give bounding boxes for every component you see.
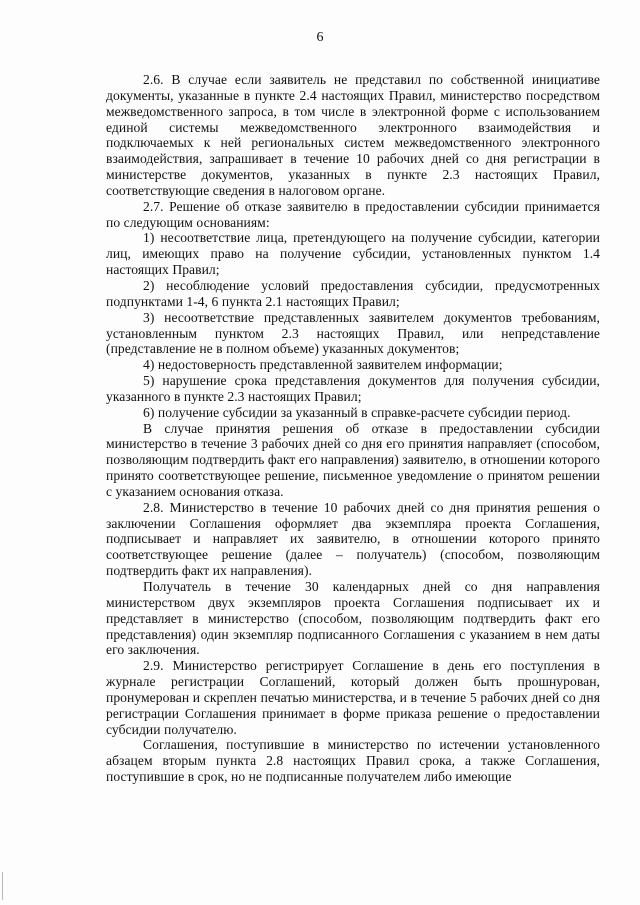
paragraph-2-6: 2.6. В случае если заявитель не представил по собственной инициативе документы, указанные в пункте 2.4 настоящих Правил, министерство посредством межведомственного запроса, в том числе в электронной форме с использованием единой системы межведомственного электронного взаимодействия и подключаемых к ней региональных систем межведомственного электронного взаимодействия, запрашивает в течение 10 рабочих дней со дня регистрации в министерстве документов, указанных в пункте 2.3 настоящих Правил, соответствующие сведения в налоговом органе. — [106, 72, 600, 198]
list-item-3: 3) несоответствие представленных заявителем документов требованиям, установленным пунктом 2.3 настоящих Правил, или непредставление (представление не в полном объеме) указанных документов; — [106, 309, 600, 357]
list-item-6: 6) получение субсидии за указанный в справке-расчете субсидии период. — [143, 404, 571, 420]
document-body — [106, 72, 600, 785]
list-item-5: 5) нарушение срока представления документов для получения субсидии, указанного в пункте 2.3 настоящих Правил; — [106, 373, 600, 404]
paragraph-refusal-notice: В случае принятия решения об отказе в предоставлении субсидии министерство в течение 3 рабочих дней со дня его принятия направляет (способом, позволяющим подтвердить факт его направления) заявителю, в отношении которого принято соответствующее решение, письменное уведомление о принятом решении с указанием основания отказа. — [106, 420, 600, 499]
paragraph-recipient: Получатель в течение 30 календарных дней со дня направления министерством двух экземпляров проекта Соглашения подписывает их и представляет в министерство (способом, позволяющим подтвердить факт его представления) один экземпляр подписанного Соглашения с указанием в нем даты его заключения. — [106, 579, 600, 658]
list-item-4: 4) недостоверность представленной заявителем информации; — [143, 357, 503, 373]
paragraph-2-9: 2.9. Министерство регистрирует Соглашение в день его поступления в журнале регистрации Соглашений, который должен быть прошнурован, пронумерован и скреплен печатью министерства, и в течение 5 рабочих дней со дня регистрации Соглашения принимает в форме приказа решение о предоставлении субсидии получателю. — [106, 658, 600, 737]
list-item-2: 2) несоблюдение условий предоставления субсидии, предусмотренных подпунктами 1-4, 6 пункта 2.1 настоящих Правил; — [106, 277, 600, 309]
paragraph-late-agreements: Соглашения, поступившие в министерство по истечении установленного абзацем вторым пункта 2.8 настоящих Правил срока, а также Соглашения, поступившие в срок, но не подписанные получателем либо имеющие — [106, 737, 600, 785]
paragraph-2-8: 2.8. Министерство в течение 10 рабочих дней со дня принятия решения о заключении Соглашения оформляет два экземпляра проекта Соглашения, подписывает и направляет их заявителю, в отношении которого принято соответствующее решение (далее – получатель) (способом, позволяющим подтвердить факт их направления). — [106, 499, 600, 579]
scan-edge-mark — [2, 872, 3, 900]
page-number: 6 — [316, 30, 324, 45]
list-item-1: 1) несоответствие лица, претендующего на получение субсидии, категории лиц, имеющих право на получение субсидии, установленных пунктом 1.4 настоящих Правил; — [106, 230, 600, 278]
paragraph-2-7: 2.7. Решение об отказе заявителю в предоставлении субсидии принимается по следующим основаниям: — [106, 198, 600, 230]
